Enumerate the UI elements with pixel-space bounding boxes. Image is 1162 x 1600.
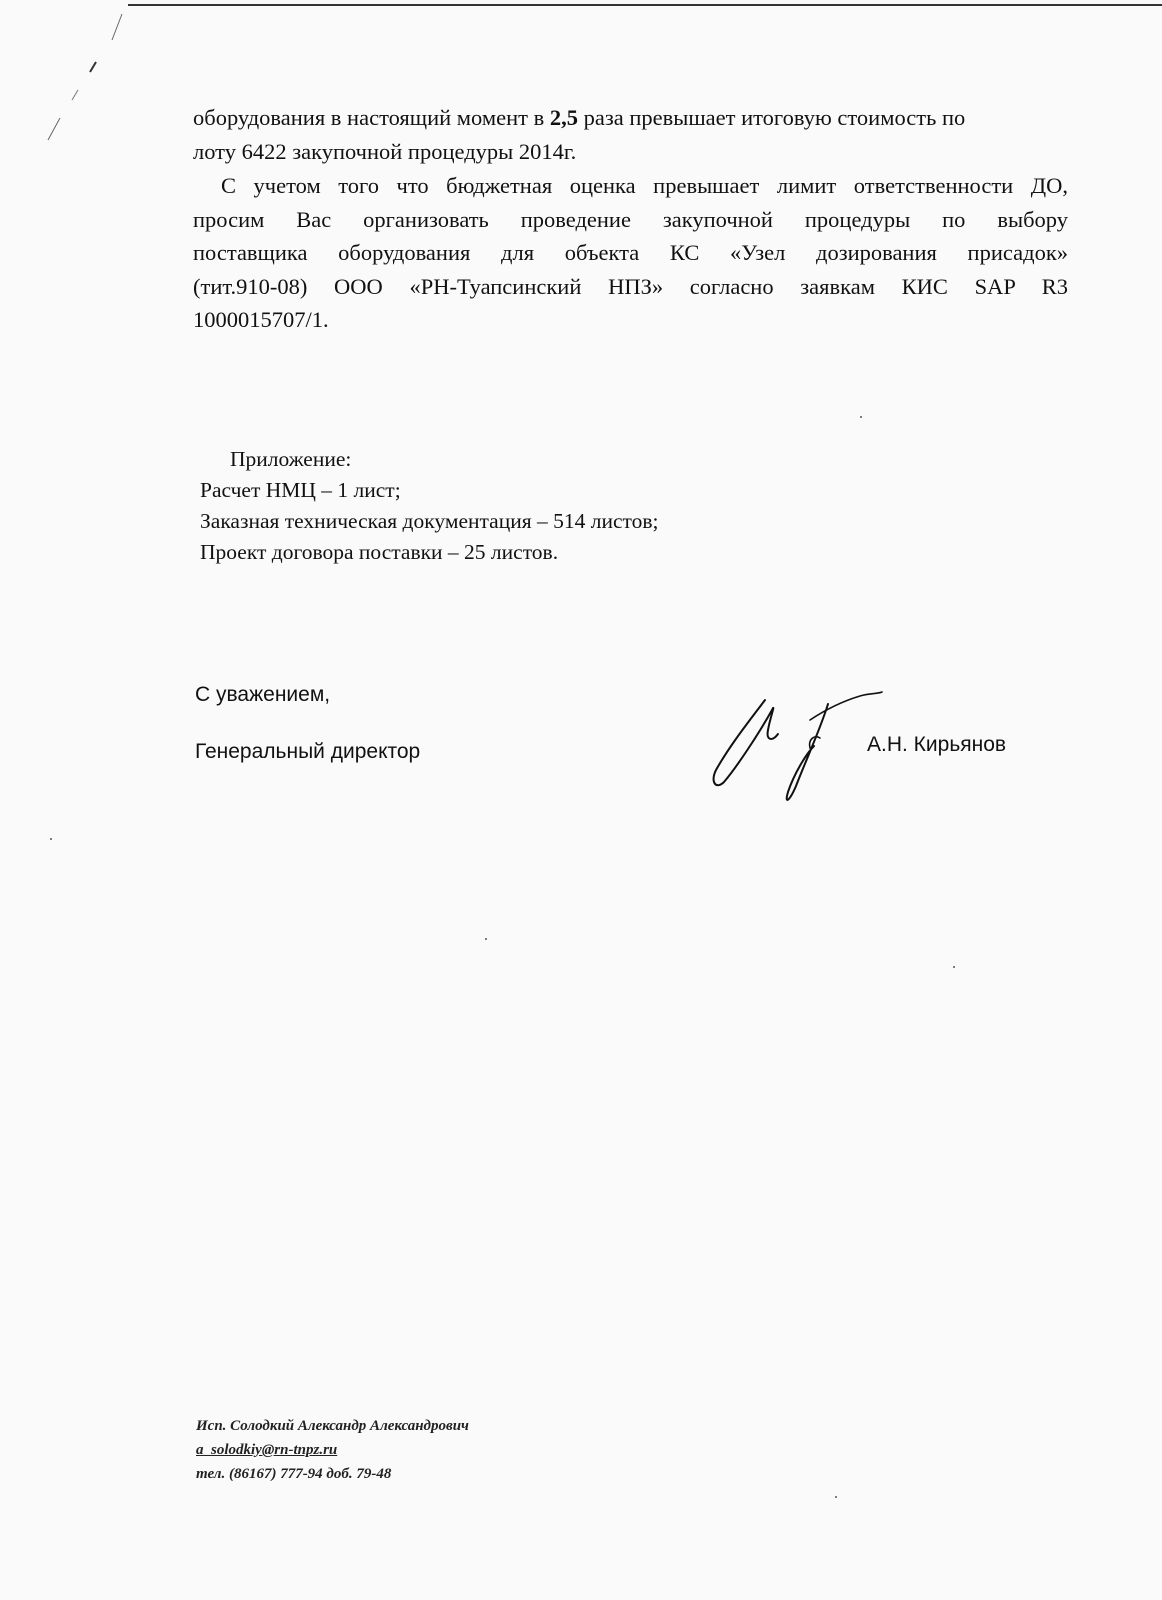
scan-speck — [953, 966, 955, 968]
scan-speck — [485, 938, 487, 940]
paragraph-2-line-1: С учетом того что бюджетная оценка превышает лимит ответственности ДО, — [221, 173, 1068, 198]
paragraph-2-line-5: 1000015707/1. — [193, 307, 329, 332]
closing-regards: С уважением, — [195, 683, 331, 706]
scan-margin-marks — [0, 0, 130, 160]
executor-name: Исп. Солодкий Александр Александрович — [196, 1418, 469, 1434]
paragraph-1-line-1: оборудования в настоящий момент в 2,5 раза превышает итоговую стоимость по — [193, 105, 966, 130]
executor-phone: тел. (86167) 777-94 доб. 79-48 — [196, 1466, 392, 1482]
executor-contact — [196, 1414, 469, 1486]
signer-position: Генеральный директор — [195, 740, 421, 763]
paragraph-2-line-3: поставщика оборудования для объекта КС «Узел дозирования присадок» — [193, 240, 1068, 265]
scan-speck — [860, 416, 862, 418]
paragraph-2-line-2: просим Вас организовать проведение закупочной процедуры по выбору — [193, 206, 1068, 232]
executor-email: a_solodkiy@rn-tnpz.ru — [196, 1442, 338, 1458]
scan-speck — [50, 838, 52, 840]
attachments-block — [200, 444, 659, 568]
paragraph-2-line-4: (тит.910-08) ООО «РН-Туапсинский НПЗ» согласно заявкам КИС SAP R3 — [193, 273, 1068, 299]
body-paragraph-2 — [193, 169, 1068, 337]
signer-name: А.Н. Кирьянов — [867, 733, 1007, 756]
scan-edge-line — [128, 4, 1162, 6]
ratio-value: 2,5 — [549, 105, 578, 130]
scan-speck — [835, 1496, 837, 1498]
attachment-item: Проект договора поставки – 25 листов. — [200, 540, 559, 564]
paragraph-1-line-2: лоту 6422 закупочной процедуры 2014г. — [193, 138, 577, 164]
body-paragraph-1 — [193, 101, 1068, 168]
attachments-title: Приложение: — [230, 447, 352, 471]
attachment-item: Заказная техническая документация – 514 листов; — [200, 509, 659, 533]
attachment-item: Расчет НМЦ – 1 лист; — [200, 478, 401, 502]
